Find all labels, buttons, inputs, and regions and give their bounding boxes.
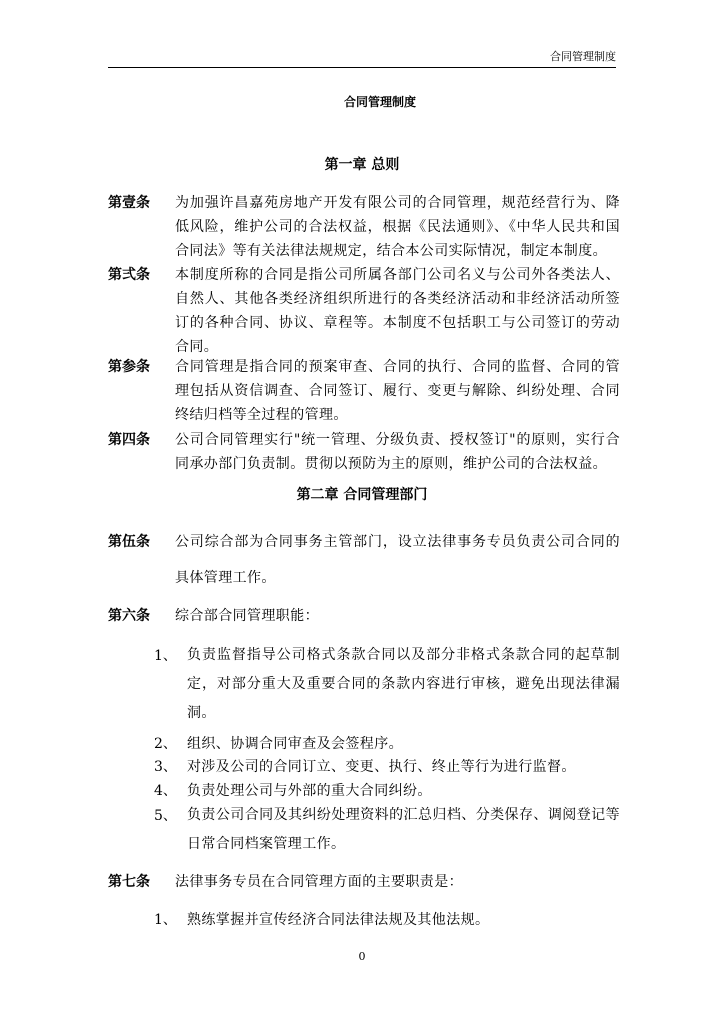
item-text: 负责监督指导公司格式条款合同以及部分非格式条款合同的起草制定，对部分重大及重要合同的条款内容进行审核，避免出现法律漏洞。 bbox=[187, 647, 620, 721]
header-divider bbox=[108, 67, 616, 68]
article-text: 本制度所称的合同是指公司所属各部门公司名义与公司外各类法人、自然人、其他各类经济组织所进行的各类经济活动和非经济活动所签订的各种合同、协议、章程等。本制度不包括职工与公司签订的劳动合同。 bbox=[175, 267, 620, 355]
item-number: 2、 bbox=[154, 736, 177, 752]
article-text: 为加强许昌嘉苑房地产开发有限公司的合同管理，规范经营行为、降低风险，维护公司的合法权益，根据《民法通则》、《中华人民共和国合同法》等有关法律法规规定，结合本公司实际情况，制定本制度。 bbox=[175, 195, 620, 259]
chapter-heading-1: 第一章 总则 bbox=[324, 157, 400, 173]
article-label: 第弍条 bbox=[108, 267, 150, 283]
item-number: 3、 bbox=[154, 759, 177, 775]
item-text: 负责处理公司与外部的重大合同纠纷。 bbox=[187, 783, 432, 799]
article-text: 公司综合部为合同事务主管部门，设立法律事务专员负责公司合同的具体管理工作。 bbox=[175, 534, 620, 586]
article-text: 法律事务专员在合同管理方面的主要职责是： bbox=[175, 874, 463, 890]
article-label: 第伍条 bbox=[108, 534, 150, 550]
article-label: 第参条 bbox=[108, 359, 150, 375]
article-label: 第六条 bbox=[108, 608, 150, 624]
item-number: 1、 bbox=[154, 648, 177, 664]
item-text: 负责公司合同及其纠纷处理资料的汇总归档、分类保存、调阅登记等日常合同档案管理工作。 bbox=[187, 807, 620, 852]
article-text: 合同管理是指合同的预案审查、合同的执行、合同的监督、合同的管理包括从资信调查、合同签订、履行、变更与解除、纠纷处理、合同终结归档等全过程的管理。 bbox=[175, 359, 620, 423]
article-label: 第壹条 bbox=[108, 195, 150, 211]
document-title: 合同管理制度 bbox=[343, 95, 416, 109]
item-number: 5、 bbox=[154, 808, 177, 824]
item-text: 对涉及公司的合同订立、变更、执行、终止等行为进行监督。 bbox=[187, 759, 576, 775]
item-text: 组织、协调合同审查及会签程序。 bbox=[187, 736, 403, 752]
chapter-heading-2: 第二章 合同管理部门 bbox=[296, 487, 428, 503]
item-number: 4、 bbox=[154, 783, 177, 799]
article-label: 第四条 bbox=[108, 432, 150, 448]
item-number: 1、 bbox=[154, 912, 177, 928]
article-text: 公司合同管理实行"统一管理、分级负责、授权签订"的原则，实行合同承办部门负责制。贯彻以预防为主的原则，维护公司的合法权益。 bbox=[175, 432, 620, 472]
article-text: 综合部合同管理职能： bbox=[175, 608, 319, 624]
running-header: 合同管理制度 bbox=[550, 50, 616, 63]
page-number: 0 bbox=[358, 950, 366, 963]
item-text: 熟练掌握并宣传经济合同法律法规及其他法规。 bbox=[187, 912, 490, 928]
article-label: 第七条 bbox=[108, 874, 150, 890]
